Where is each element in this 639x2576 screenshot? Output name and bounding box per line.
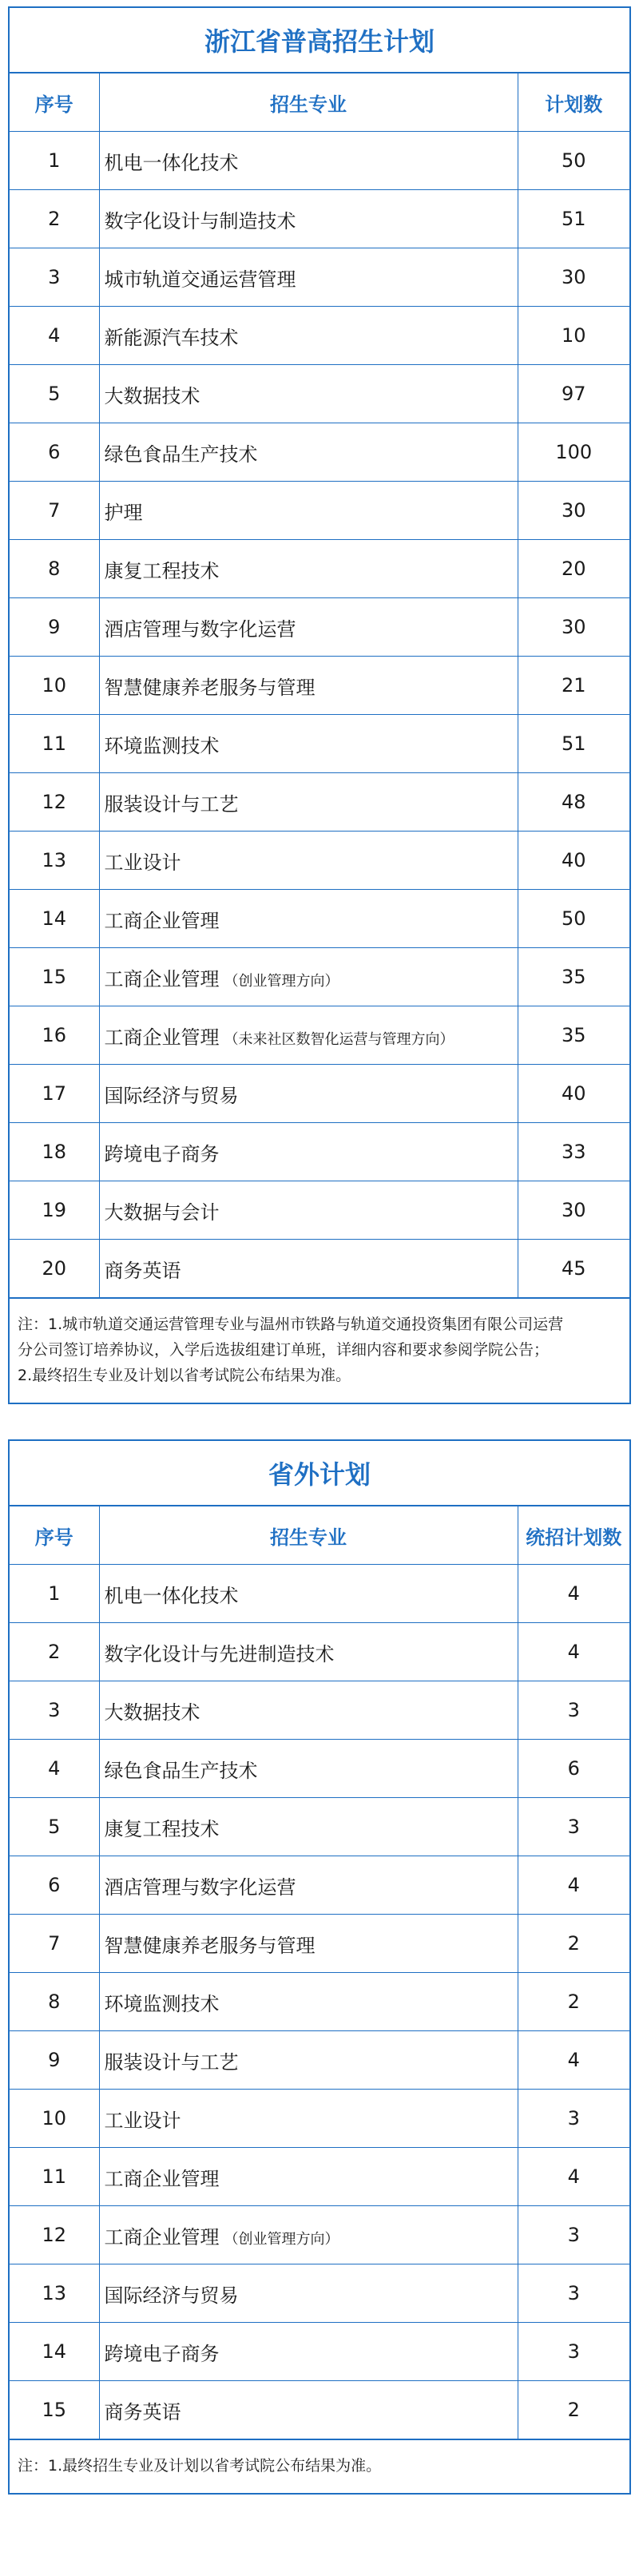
- column-header-plan: 统招计划数: [518, 1506, 629, 1565]
- note-line: 分公司签订培养协议，入学后选拔组建订单班，详细内容和要求参阅学院公告；: [18, 1341, 550, 1359]
- major-name: 绿色食品生产技术: [104, 1759, 258, 1782]
- major-name: 康复工程技术: [104, 559, 220, 582]
- plan-count: 20: [518, 540, 629, 598]
- major-direction: （创业管理方向）: [224, 972, 339, 990]
- table-row: [10, 715, 629, 773]
- plan-count: 3: [518, 1798, 629, 1856]
- plan-count: 50: [518, 890, 629, 948]
- plan-count: 51: [518, 715, 629, 773]
- row-number: 12: [10, 2206, 99, 2264]
- table-row: [10, 1623, 629, 1681]
- major-cell: [99, 1065, 518, 1123]
- row-number: 13: [10, 832, 99, 890]
- major-cell: [99, 948, 518, 1006]
- major-name: 酒店管理与数字化运营: [104, 617, 296, 641]
- table-row: [10, 1006, 629, 1065]
- row-number: 14: [10, 2323, 99, 2381]
- column-header-number: 序号: [10, 1506, 99, 1565]
- plan-count: 51: [518, 190, 629, 248]
- major-cell: [99, 2206, 518, 2264]
- major-cell: [99, 307, 518, 365]
- major-cell: [99, 365, 518, 423]
- major-cell: [99, 2264, 518, 2323]
- row-number: 17: [10, 1065, 99, 1123]
- table-row: [10, 307, 629, 365]
- major-cell: [99, 248, 518, 307]
- major-name: 工商企业管理: [104, 2167, 220, 2190]
- outside-plan-section: [8, 1439, 631, 2495]
- row-number: 9: [10, 598, 99, 657]
- plan-count: 3: [518, 2206, 629, 2264]
- major-cell: [99, 773, 518, 832]
- row-number: 3: [10, 1681, 99, 1740]
- row-number: 4: [10, 1740, 99, 1798]
- major-name: 工业设计: [104, 2109, 181, 2132]
- plan-count: 30: [518, 1181, 629, 1240]
- major-name: 护理: [104, 501, 143, 524]
- row-number: 10: [10, 657, 99, 715]
- table-row: [10, 482, 629, 540]
- major-cell: [99, 1181, 518, 1240]
- major-cell: [99, 190, 518, 248]
- table-row: [10, 773, 629, 832]
- row-number: 18: [10, 1123, 99, 1181]
- plan-count: 33: [518, 1123, 629, 1181]
- major-name: 智慧健康养老服务与管理: [104, 676, 316, 699]
- table-row: [10, 365, 629, 423]
- row-number: 11: [10, 2148, 99, 2206]
- table-row: [10, 423, 629, 482]
- major-cell: [99, 2148, 518, 2206]
- row-number: 15: [10, 2381, 99, 2439]
- major-direction: （创业管理方向）: [224, 2230, 339, 2248]
- major-name: 工业设计: [104, 851, 181, 874]
- column-header-plan: 计划数: [518, 73, 629, 132]
- row-number: 12: [10, 773, 99, 832]
- note-line: 注：1.最终招生专业及计划以省考试院公布结果为准。: [18, 2457, 382, 2475]
- row-number: 5: [10, 1798, 99, 1856]
- row-number: 16: [10, 1006, 99, 1065]
- table-row: [10, 2381, 629, 2439]
- plan-count: 2: [518, 2381, 629, 2439]
- major-cell: [99, 1973, 518, 2031]
- major-name: 跨境电子商务: [104, 2342, 220, 2365]
- table-row: [10, 1065, 629, 1123]
- major-direction: （未来社区数智化运营与管理方向）: [224, 1030, 454, 1048]
- major-cell: [99, 540, 518, 598]
- column-header-major: 招生专业: [99, 1506, 518, 1565]
- major-cell: [99, 832, 518, 890]
- table-row: [10, 1798, 629, 1856]
- row-number: 15: [10, 948, 99, 1006]
- major-name: 服装设计与工艺: [104, 792, 239, 816]
- table-row: [10, 2031, 629, 2090]
- row-number: 20: [10, 1240, 99, 1298]
- table-row: [10, 2206, 629, 2264]
- major-name: 智慧健康养老服务与管理: [104, 1934, 316, 1957]
- plan-count: 2: [518, 1915, 629, 1973]
- table-row: [10, 890, 629, 948]
- major-name: 跨境电子商务: [104, 1142, 220, 1165]
- row-number: 8: [10, 1973, 99, 2031]
- major-cell: [99, 2031, 518, 2090]
- plan-count: 35: [518, 948, 629, 1006]
- plan-count: 4: [518, 2031, 629, 2090]
- table-row: [10, 598, 629, 657]
- row-number: 4: [10, 307, 99, 365]
- major-name: 工商企业管理: [104, 1026, 220, 1049]
- major-name: 机电一体化技术: [104, 1584, 239, 1607]
- major-cell: [99, 1798, 518, 1856]
- outside-plan-notes: [10, 2439, 629, 2493]
- major-cell: [99, 1915, 518, 1973]
- plan-count: 3: [518, 2323, 629, 2381]
- table-row: [10, 248, 629, 307]
- plan-count: 45: [518, 1240, 629, 1298]
- row-number: 11: [10, 715, 99, 773]
- major-cell: [99, 2323, 518, 2381]
- row-number: 7: [10, 482, 99, 540]
- plan-count: 30: [518, 482, 629, 540]
- plan-count: 6: [518, 1740, 629, 1798]
- major-cell: [99, 1565, 518, 1623]
- row-number: 2: [10, 190, 99, 248]
- table-row: [10, 657, 629, 715]
- plan-count: 4: [518, 1565, 629, 1623]
- row-number: 6: [10, 423, 99, 482]
- major-name: 大数据与会计: [104, 1201, 220, 1224]
- plan-count: 35: [518, 1006, 629, 1065]
- major-name: 工商企业管理: [104, 967, 220, 990]
- major-cell: [99, 423, 518, 482]
- major-cell: [99, 2090, 518, 2148]
- plan-count: 4: [518, 1856, 629, 1915]
- table-row: [10, 540, 629, 598]
- major-cell: [99, 1856, 518, 1915]
- major-name: 国际经济与贸易: [104, 2284, 239, 2307]
- major-name: 国际经济与贸易: [104, 1084, 239, 1107]
- major-cell: [99, 715, 518, 773]
- major-cell: [99, 1623, 518, 1681]
- note-line: 2.最终招生专业及计划以省考试院公布结果为准。: [18, 1367, 351, 1384]
- row-number: 3: [10, 248, 99, 307]
- plan-count: 100: [518, 423, 629, 482]
- plan-count: 30: [518, 598, 629, 657]
- plan-count: 3: [518, 1681, 629, 1740]
- table-row: [10, 2264, 629, 2323]
- major-cell: [99, 132, 518, 190]
- table-row: [10, 2323, 629, 2381]
- major-cell: [99, 482, 518, 540]
- row-number: 2: [10, 1623, 99, 1681]
- major-cell: [99, 657, 518, 715]
- table-row: [10, 2090, 629, 2148]
- plan-count: 4: [518, 2148, 629, 2206]
- table-row: [10, 1565, 629, 1623]
- major-cell: [99, 1740, 518, 1798]
- row-number: 9: [10, 2031, 99, 2090]
- major-name: 工商企业管理: [104, 909, 220, 932]
- plan-count: 40: [518, 832, 629, 890]
- major-name: 大数据技术: [104, 384, 200, 407]
- table-row: [10, 1181, 629, 1240]
- major-name: 绿色食品生产技术: [104, 443, 258, 466]
- table-row: [10, 1973, 629, 2031]
- row-number: 14: [10, 890, 99, 948]
- major-name: 商务英语: [104, 1259, 181, 1282]
- major-cell: [99, 598, 518, 657]
- row-number: 8: [10, 540, 99, 598]
- major-cell: [99, 1006, 518, 1065]
- table-row: [10, 832, 629, 890]
- row-number: 6: [10, 1856, 99, 1915]
- plan-count: 3: [518, 2264, 629, 2323]
- row-number: 19: [10, 1181, 99, 1240]
- major-cell: [99, 1681, 518, 1740]
- major-name: 酒店管理与数字化运营: [104, 1875, 296, 1899]
- table-row: [10, 1856, 629, 1915]
- outside-plan-title: 省外计划: [10, 1441, 629, 1506]
- plan-count: 30: [518, 248, 629, 307]
- plan-count: 48: [518, 773, 629, 832]
- column-header-number: 序号: [10, 73, 99, 132]
- zhejiang-plan-rows: [10, 132, 629, 1298]
- row-number: 1: [10, 132, 99, 190]
- zhejiang-plan-table: [10, 73, 629, 1298]
- table-row: [10, 1915, 629, 1973]
- plan-count: 10: [518, 307, 629, 365]
- major-cell: [99, 1123, 518, 1181]
- table-row: [10, 1240, 629, 1298]
- major-cell: [99, 1240, 518, 1298]
- major-name: 城市轨道交通运营管理: [104, 268, 296, 291]
- zhejiang-plan-notes: [10, 1298, 629, 1403]
- table-row: [10, 1740, 629, 1798]
- major-name: 商务英语: [104, 2400, 181, 2423]
- zhejiang-plan-title: 浙江省普高招生计划: [10, 8, 629, 73]
- row-number: 13: [10, 2264, 99, 2323]
- major-name: 康复工程技术: [104, 1817, 220, 1840]
- row-number: 5: [10, 365, 99, 423]
- major-name: 数字化设计与先进制造技术: [104, 1642, 335, 1665]
- plan-count: 40: [518, 1065, 629, 1123]
- table-row: [10, 1123, 629, 1181]
- plan-count: 4: [518, 1623, 629, 1681]
- table-row: [10, 1681, 629, 1740]
- major-cell: [99, 890, 518, 948]
- table-header-row: [10, 1506, 629, 1565]
- outside-plan-rows: [10, 1565, 629, 2439]
- plan-count: 21: [518, 657, 629, 715]
- major-cell: [99, 2381, 518, 2439]
- major-name: 工商企业管理: [104, 2225, 220, 2249]
- column-header-major: 招生专业: [99, 73, 518, 132]
- table-row: [10, 2148, 629, 2206]
- plan-count: 2: [518, 1973, 629, 2031]
- zhejiang-plan-section: [8, 6, 631, 1404]
- row-number: 7: [10, 1915, 99, 1973]
- outside-plan-table: [10, 1506, 629, 2439]
- note-line: 注：1.城市轨道交通运营管理专业与温州市铁路与轨道交通投资集团有限公司运营: [18, 1316, 564, 1333]
- major-name: 环境监测技术: [104, 1992, 220, 2015]
- row-number: 10: [10, 2090, 99, 2148]
- plan-count: 97: [518, 365, 629, 423]
- major-name: 数字化设计与制造技术: [104, 209, 296, 232]
- major-name: 大数据技术: [104, 1701, 200, 1724]
- table-row: [10, 190, 629, 248]
- table-row: [10, 132, 629, 190]
- major-name: 新能源汽车技术: [104, 326, 239, 349]
- major-name: 机电一体化技术: [104, 151, 239, 174]
- table-row: [10, 948, 629, 1006]
- major-name: 服装设计与工艺: [104, 2050, 239, 2074]
- plan-count: 50: [518, 132, 629, 190]
- major-name: 环境监测技术: [104, 734, 220, 757]
- plan-count: 3: [518, 2090, 629, 2148]
- row-number: 1: [10, 1565, 99, 1623]
- table-header-row: [10, 73, 629, 132]
